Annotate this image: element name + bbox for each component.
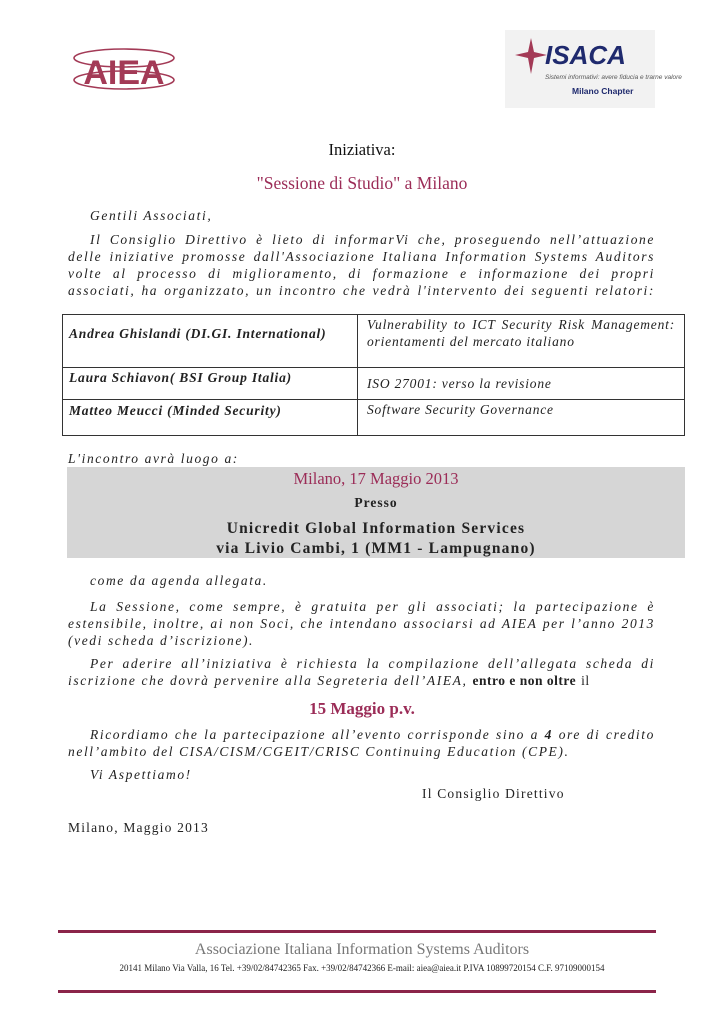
session-line-3: (vedi scheda d’iscrizione). bbox=[68, 633, 255, 648]
registration-line-1: Per aderire all’iniziativa è richiesta la compilazione dell’allegata scheda di bbox=[90, 656, 655, 671]
footer-top-rule bbox=[58, 930, 656, 933]
aiea-logo bbox=[64, 40, 184, 98]
closing-greeting: Vi Aspettiamo! bbox=[90, 767, 192, 782]
registration-text: iscrizione che dovrà pervenire alla Segreteria dell’AIEA, bbox=[68, 673, 468, 688]
speaker-name: Matteo Meucci (Minded Security) bbox=[69, 403, 282, 418]
venue-presso: Presso bbox=[354, 495, 398, 510]
venue-address-line: via Livio Cambi, 1 (MM1 - Lampugnano) bbox=[216, 540, 536, 557]
signature: Il Consiglio Direttivo bbox=[422, 786, 565, 801]
footer-title: Associazione Italiana Information Systems Auditors bbox=[194, 941, 530, 958]
speaker-topic: ISO 27001: verso la revisione bbox=[367, 376, 552, 391]
registration-line-2 bbox=[68, 673, 590, 690]
event-date: Milano, 17 Maggio 2013 bbox=[293, 469, 459, 488]
credits-hours: 4 bbox=[544, 727, 553, 742]
speaker-topic: Software Security Governance bbox=[367, 402, 554, 417]
venue-name bbox=[67, 519, 685, 559]
registration-emphasis: entro e non oltre bbox=[472, 673, 577, 688]
intro-line-1: Il Consiglio Direttivo è lieto di informarVi che, proseguendo nell’attuazione bbox=[90, 232, 655, 247]
page-title: "Sessione di Studio" a Milano bbox=[256, 173, 468, 193]
speaker-topic: Vulnerability to ICT Security Risk Management: orientamenti del mercato italiano bbox=[367, 317, 675, 349]
registration-deadline: 15 Maggio p.v. bbox=[309, 699, 415, 718]
session-line-1: La Sessione, come sempre, è gratuita per gli associati; la partecipazione è bbox=[90, 599, 655, 614]
isaca-star-icon bbox=[515, 38, 547, 74]
credits-line-2: nell’ambito del CISA/CISM/CGEIT/CRISC Continuing Education (CPE). bbox=[68, 744, 570, 759]
session-line-2: estensibile, inoltre, ai non Soci, che intendano associarsi ad AIEA per l’anno 2013 bbox=[68, 616, 655, 631]
credits-text-end: ore di credito bbox=[558, 727, 655, 742]
speaker-name: Laura Schiavon( BSI Group Italia) bbox=[69, 370, 292, 385]
credits-line-1 bbox=[90, 727, 655, 744]
intro-line-2: delle iniziative promosse dall'Associazione Italiana Information Systems Auditors bbox=[68, 249, 655, 264]
intro-line-3: volte al processo di miglioramento, di formazione e informazione dei propri bbox=[68, 266, 655, 281]
intro-line-4: associati, ha organizzato, un incontro che vedrà l'intervento dei seguenti relatori: bbox=[68, 283, 655, 298]
speaker-name: Andrea Ghislandi (DI.GI. International) bbox=[69, 326, 327, 341]
title-label: Iniziativa: bbox=[328, 140, 396, 159]
footer-bottom-rule bbox=[58, 990, 656, 993]
greeting: Gentili Associati, bbox=[90, 208, 213, 223]
place-date: Milano, Maggio 2013 bbox=[68, 820, 209, 835]
speakers-table bbox=[62, 314, 685, 436]
isaca-logo-text: ISACA bbox=[545, 40, 626, 70]
agenda-note: come da agenda allegata. bbox=[90, 573, 268, 588]
aiea-logo-graphic bbox=[64, 40, 184, 98]
table-divider bbox=[357, 315, 358, 435]
isaca-chapter: Milano Chapter bbox=[572, 86, 634, 96]
table-divider bbox=[63, 367, 684, 368]
isaca-logo bbox=[505, 30, 682, 108]
footer-address: 20141 Milano Via Valla, 16 Tel. +39/02/84742365 Fax. +39/02/84742366 E-mail: aiea@aiea.it P.IVA 10899720154 C.F. 97109000154 bbox=[119, 963, 605, 973]
aiea-logo-text: AIEA bbox=[83, 54, 165, 92]
table-divider bbox=[63, 399, 684, 400]
venue-intro: L'incontro avrà luogo a: bbox=[68, 451, 239, 466]
credits-text: Ricordiamo che la partecipazione all’evento corrisponde sino a bbox=[90, 727, 539, 742]
registration-end: il bbox=[581, 673, 590, 688]
venue-name-line: Unicredit Global Information Services bbox=[226, 520, 526, 537]
isaca-tagline: Sistemi informativi: avere fiducia e trarne valore bbox=[545, 74, 682, 81]
